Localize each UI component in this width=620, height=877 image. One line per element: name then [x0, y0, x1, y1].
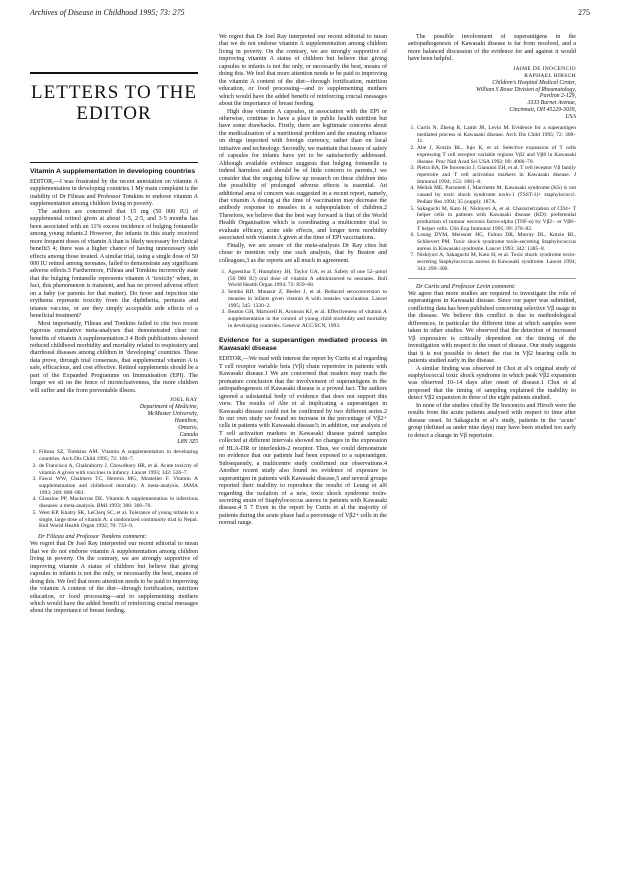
- divider: [408, 278, 576, 279]
- column-1: [30, 168, 198, 615]
- column-3: [408, 34, 576, 440]
- signature-line: Pavilion 2-129,: [539, 93, 576, 100]
- signature-name: RAPHAEL HIRSCH: [524, 72, 576, 79]
- reference-item: 3. Pietra BA, De Inocencio J, Giannini EH, et al. T cell receptor Vβ family repertoire and T cell activation markers in Kawasaki disease. J Immunol 1994; 153: 1881–8.: [416, 165, 576, 185]
- signature-line: L8N 3Z5: [177, 438, 198, 445]
- signature-line: Cincinnati, OH 45229-3039,: [509, 107, 576, 114]
- reference-item: 2. Abe J, Kotzin BL, Jujo K, et al. Selective expansion of T cells expressing T cell receptor variable regions Vβ2 and Vβ8 in Kawasaki disease. Proc Natl Acad Sci USA 1992; 89: 4066–70.: [416, 145, 576, 165]
- letter2-references: [408, 125, 576, 272]
- reference-item: 5. Sakaguchi M, Kato H, Nishiyori A, et al. Characterization of CD4+ T helper cells in patients with Kawasaki disease (KD): preferential production of tumour necrosis factor-alpha (TNF-α) by Vβ2− or Vβ8− T helper cells. Clin Exp Immunol 1995; 99: 276–82.: [416, 206, 576, 233]
- reply1-paragraph-start: We regret that Dr Joel Ray interpreted our recent editorial to mean that we do not endorse vitamin A supplementation among children living in poverty. On the contrary, we are strongly supportive of improving vitamin A status of children but believe that giving capsules to infants is not the only, or necessarily the best, means of doing this. We feel that more attention needs to be paid to improving the vitamin A content of the diet—through fortification, nutrition education, or food processing—and to supplementing mothers which would have the added benefit of reinforcing crucial messages about the importance of breast feeding.: [30, 541, 198, 615]
- reply1-heading: Dr Filteau and Professor Tomkins comment:: [38, 533, 147, 540]
- reference-item: 4. Glasziou PP, Mackerras DE. Vitamin A supplementation in infectious diseases: a meta-analysis. BMJ 1993; 306: 366–70.: [38, 496, 198, 509]
- signature-line: 3333 Burnet Avenue,: [527, 100, 576, 107]
- reference-item: 2. Semba RD, Munasir Z, Beeler J, et al. Reduced seroconversion to measles in infants given vitamin A with measles vaccination. Lancet 1995; 345: 1330–2.: [227, 289, 387, 309]
- reference-item: 6. Leung DYM, Meissner HC, Fulton DR, Murray DL, Kotzin BL, Schlievert PM. Toxic shock syndrome toxin-secreting Staphylococcus aureus in Kawasaki syndrome. Lancet 1993; 342: 1385–8.: [416, 232, 576, 252]
- reference-item: 1. Curtis N, Zheng R, Lamb JR, Levin M. Evidence for a superantigen mediated process in Kawasaki disease. Arch Dis Child 1995; 72: 308–11.: [416, 125, 576, 145]
- letter2-heading: Evidence for a superantigen mediated process in Kawasaki disease: [219, 337, 387, 353]
- reply1-references: [219, 269, 387, 329]
- letter1-references: [30, 449, 198, 529]
- reference-item: 3. Beaton GH, Martorell R, Aronson KJ, et al. Effectiveness of vitamin A supplementation in the control of young child morbidity and mortality in developing countries. Geneva: ACC/SCN, 1993.: [227, 309, 387, 329]
- letter1-paragraph: EDITOR,—I was frustrated by the recent annotation on vitamin A supplementation in developing countries.1 My main complaint is the inability of Dr Filteau and Professor Tomkins to endorse vitamin A supplementation among children living in poverty.: [30, 179, 198, 208]
- letter1-paragraph: Most importantly, Filteau and Tomkins failed to cite two recent rigorous cumulative meta-analyses that demonstrated clear cut benefits of vitamin A supplementation.3 4 Both publications showed reduced childhood morbidity and mortality related to respiratory and diarrhoeal diseases among children in ‘developing’ countries. These data prove, through trial consensus, that supplemental vitamin A is safe, efficacious, and cost effective. Retinol supplements should be a part of the Expanded Programme on Immunisation (EPI). The longer we sit on the fence of inconclusiveness, the more children will suffer and die from preventable illness.: [30, 320, 198, 394]
- running-header: [30, 8, 590, 20]
- letter2-signature: [408, 66, 576, 121]
- signature-line: Ontario,: [178, 424, 198, 431]
- reply2-paragraph: In none of the studies cited by De Inocencio and Hirsch were the results from the acute patients analysed with respect to time after disease onset. In Sakaguchi et al’s study, patients in the ‘acute’ group (defined as under nine days) may have been studied too early to detect a change in Vβ repertoire.: [408, 402, 576, 439]
- reference-item: 1. Filteau SZ, Tomkins AM. Vitamin A supplementation in developing countries. Arch Dis Child 1995; 72: 106–7.: [38, 449, 198, 462]
- reply1-paragraph: We regret that Dr Joel Ray interpreted our recent editorial to mean that we do not endorse vitamin A supplementation among children living in poverty. On the contrary, we are strongly supportive of improving vitamin A status of children but believe that giving capsules to infants is not the only, or necessarily the best, means of doing this. We feel that more attention needs to be paid to improving the vitamin A content of the diet—through fortification, nutrition education, or food processing—and to supplementing mothers which would have the added benefit of reinforcing crucial messages about the importance of breast feeding.: [219, 34, 387, 108]
- signature-line: McMaster University,: [147, 410, 198, 417]
- letter1-signature: [30, 397, 198, 445]
- signature-name: JOEL RAY: [170, 397, 198, 404]
- journal-citation: Archives of Disease in Childhood 1995; 73: 275: [30, 8, 185, 17]
- signature-line: Department of Medicine,: [139, 404, 198, 411]
- signature-line: Children’s Hospital Medical Center,: [492, 79, 576, 86]
- signature-name: JAIME DE INOCENCIO: [513, 65, 576, 72]
- reference-item: 5. West KP, Khatry SK, LeClerq SC, et al. Tolerance of young infants to a single, large dose of vitamin A: a randomized community trial in Nepal. Bull World Health Organ 1992; 70: 733–9.: [38, 510, 198, 530]
- reply1-paragraph: Finally, we are aware of the meta-analyses Dr Ray cites but chose to mention only one such analysis, that by Beaton and colleagues,3 as the reports are all much in agreement.: [219, 242, 387, 264]
- letter1-heading: Vitamin A supplementation in developing countries: [30, 168, 196, 175]
- letter1-paragraph: The authors are concerned that 15 mg (50 000 IU) of supplemental retinol given at about 1·5, 2·5, and 3·5 months has been associated with an 11% excess incidence of bulging fontanelle among young infants.2 However, the infants in this study received more frequent doses of vitamin A than is likely necessary for clinical benefit3 4; there was a higher chance of having unnecessary side effects among those treated. A similar trial, using a single dose of 50 000 IU retinol among neonates, failed to demonstrate any significant adverse effects.5 Furthermore, Filteau and Tomkins incorrectly state that the bulging fontanelle represents vitamin A ‘toxicity’ when, in fact, this phenomenon is transient, and has no proved adverse effect on a baby (or parents for that matter). Do fever and injection site erythema represent toxicity from the diphtheria, pertussis and tetanus vaccine, or are they simply acceptable side effects of a beneficial treatment?: [30, 208, 198, 320]
- page-title: LETTERS TO THE EDITOR: [31, 82, 197, 124]
- signature-line: Hamilton,: [174, 417, 198, 424]
- reply2-paragraph: A similar finding was observed in Choi et al’s original study of staphylococcal toxic shock syndrome in which peak Vβ2 expansion was observed 10–14 days after onset of disease.1 Choi et al proposed that the timing of sampling explained the inability to detect Vβ2 expansion in three of the eight patients studied.: [408, 365, 576, 402]
- reply2-heading: Dr Curtis and Professor Levin comment:: [416, 283, 516, 290]
- signature-line: Canada: [179, 431, 198, 438]
- reference-item: 3. Fawzi WW, Chalmers TC, Herrera MG, Mosteller F. Vitamin A supplementation and childhood mortality. A meta-analysis. JAMA 1993; 269: 898–903.: [38, 476, 198, 496]
- letter2-paragraph: EDITOR,—We read with interest the report by Curtis et al regarding T cell receptor variable beta (Vβ) chain repertoire in patients with Kawasaki disease.1 We are concerned that readers may reach the premature conclusion that the involvement of superantigens in the aetiopathogenesis of Kawasaki disease is a proved fact. The authors ignored a substantial body of evidence that does not support this view. The results of Abe et al implicating a superantigen in Kawasaki disease could not be confirmed by two different series.2 In our own study we found no increase in the percentage of Vβ2+ cells in patients with Kawasaki disease3; in addition, our analysis of T cell activation markers in Kawasaki disease paired samples collected at different intervals showed no changes in the expression of HLA-DR or interleukin-2 receptor. Thus, we could demonstrate no evidence that our patients had been exposed to a superantigen. Subsequently, a multicentre study confirmed our observations.4 Another recent study also found no evidence of exposure to superantigen in patients with Kawasaki disease,5 and several groups reported their inability to reproduce the results of Leung et al6 regarding the isolation of a new, toxic shock syndrome toxin-secreting strain of Staphylococcus aureus in patients with Kawasaki disease.4 5 7 Even in the report by Curtis et al the majority of patients during the acute phase had a percentage of Vβ2+ cells in the normal range.: [219, 356, 387, 527]
- reply1-paragraph: High dose vitamin A capsules, in association with the EPI or otherwise, continue to have a place in public health nutrition but have some drawbacks. Firstly, there are legitimate concerns about the medicalisation of a nutritional problem and the ensuing reliance on drugs imported with foreign currency, rather than on local initiative and technology. Secondly, we maintain that issues of safety of capsules for infants have yet to be satisfactorily addressed. Although available evidence suggests that bulging fontanelle is indeed harmless and should be of little concern to parents,1 we consider that the ongoing follow up research on these children into the possibility of prolonged adverse effects is essential. An additional area of concern was suggested in a recent report, namely, that vitamin A dosing at the time of vaccination may decrease the antibody response to measles in a subpopulation of children.2 Therefore, we believe that the best way forward is that of the World Health Organisation which is coordinating a multicentre trial to evaluate efficacy, acute side effects, and longer term morbidity associated with vitamin A given at the time of EPI vaccinations.: [219, 108, 387, 242]
- signature-line: William S Rowe Division of Rheumatology,: [476, 86, 576, 93]
- signature-line: USA: [565, 114, 576, 121]
- reference-item: 2. de Francisco A, Chakraborty J, Chowdhury HR, et al. Acute toxicity of vitamin A given with vaccines in infancy. Lancet 1993; 342: 526–7.: [38, 463, 198, 476]
- page-number: 275: [578, 8, 590, 17]
- reference-item: 1. Agoestina T, Humphrey JH, Taylor GA, et al. Safety of one 52–µmol (50 000 IU) oral dose of vitamin A administered to neonates. Bull World Health Organ 1994; 72: 859–68.: [227, 269, 387, 289]
- letter2-paragraph: The possible involvement of superantigens in the aetiopathogenesis of Kawasaki disease is far from resolved, and a more balanced discussion of the evidence for and against it would have been helpful.: [408, 34, 576, 63]
- reference-item: 4. Melish ME, Parsonett J, Marchette M. Kawasaki syndrome (KS) is not caused by toxic shock syndrome toxin-1 (TSST-1)+ staphylococci. Pediatr Res 1994; 35 (suppl): 187A.: [416, 185, 576, 205]
- reply2-paragraph: We agree that more studies are required to investigate the role of superantigens in Kawasaki disease. Since our paper was submitted, conflicting data has been published concerning selective Vβ usage in the disease. We believe this conflict is due to methodological differences, in particular the different time at which samples were taken in other studies. We observed that the detection of increased Vβ expression is critically dependent on the timing of the investigation with respect to the onset of disease. Our study suggests that it is not possible to detect the rise in Vβ2 bearing cells in patients studied early in the disease.: [408, 290, 576, 365]
- reference-item: 7. Nishiyori A, Sakaguchi M, Kato H, et al. Toxic shock syndrome toxin-secreting Staphylococcus aureus in Kawasaki syndrome. Lancet 1994; 343: 299–300.: [416, 252, 576, 272]
- column-2: [219, 34, 387, 528]
